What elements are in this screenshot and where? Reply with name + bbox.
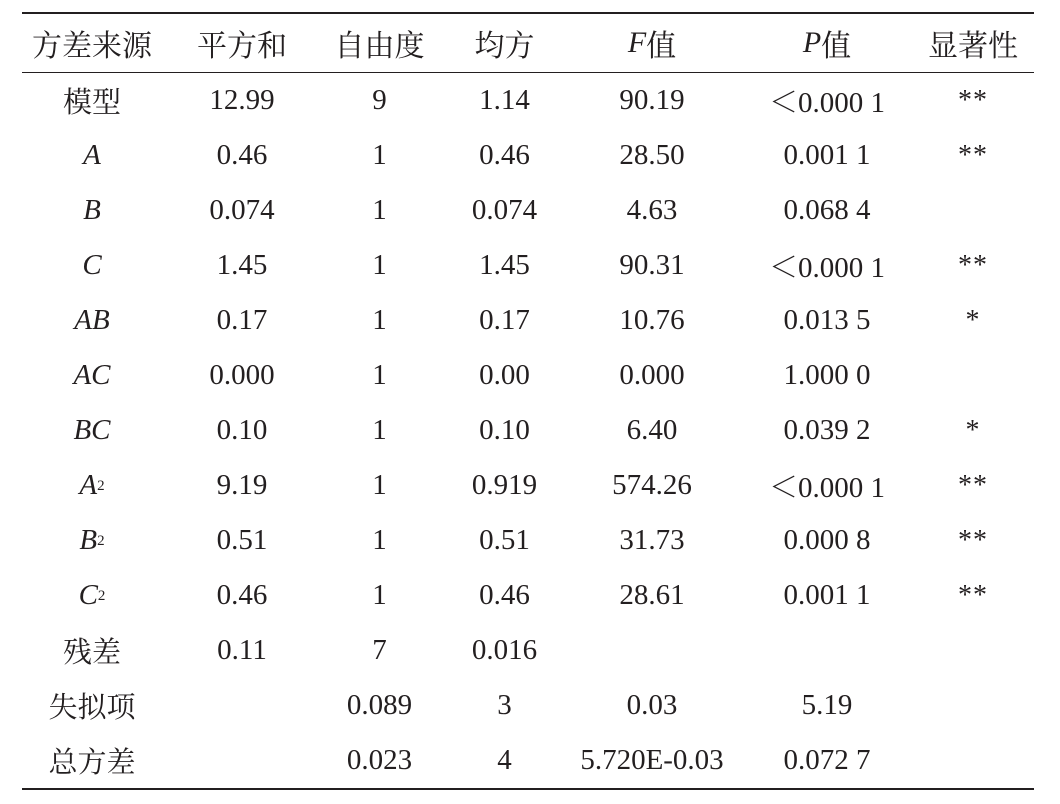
row-df: 1 <box>372 469 387 501</box>
row-source: AB <box>74 304 110 336</box>
row-sum-of-squares: 0.46 <box>216 139 268 171</box>
bottom-rule <box>22 788 1034 790</box>
row-significance: ** <box>958 524 988 556</box>
row-df: 1 <box>372 139 387 171</box>
row-source-symbol: A <box>79 469 98 501</box>
header-f-symbol: F <box>627 25 647 59</box>
row-mean-square: 0.074 <box>471 194 538 226</box>
row-f-value: 28.50 <box>619 139 685 171</box>
row-sum-of-squares: 0.46 <box>216 579 268 611</box>
row-source: C <box>82 249 102 281</box>
row-significance: ** <box>958 84 988 116</box>
row-source-symbol: B <box>79 524 98 556</box>
header-f-suffix: 值 <box>646 29 677 63</box>
row-p-value: 0.001 1 <box>783 579 871 611</box>
row-df: 1 <box>372 524 387 556</box>
row-source: C 2 <box>78 579 106 611</box>
row-mean-square: 0.016 <box>471 634 538 666</box>
table-row <box>22 348 1034 403</box>
row-p-value: 1.000 0 <box>783 359 871 391</box>
row-sum-of-squares: 0.000 <box>209 359 275 391</box>
row-df: 9 <box>372 84 387 116</box>
row-significance <box>912 348 1034 403</box>
row-p-value: 0.001 1 <box>783 139 871 171</box>
row-df: 1 <box>372 414 387 446</box>
row-f-value: 574.26 <box>612 469 692 501</box>
row-f-value: 31.73 <box>619 524 685 556</box>
row-source: B <box>83 194 101 226</box>
table-row <box>22 403 1034 458</box>
table-row <box>22 623 1034 678</box>
row-mean-square: 4 <box>497 744 512 776</box>
table-row <box>22 733 1034 788</box>
row-significance <box>912 678 1034 733</box>
row-df: 1 <box>372 304 387 336</box>
row-f-value: 0.03 <box>626 689 678 721</box>
row-source: BC <box>73 414 111 446</box>
table-row <box>22 293 1034 348</box>
row-f-value: 0.000 <box>619 359 685 391</box>
header-sum-of-squares: 平方和 <box>197 29 287 63</box>
row-df: 0.089 <box>346 689 413 721</box>
table-row <box>22 73 1034 128</box>
row-df: 1 <box>372 579 387 611</box>
row-mean-square: 1.14 <box>479 84 530 116</box>
row-source: 失拟项 <box>48 692 136 724</box>
row-sum-of-squares: 12.99 <box>209 84 275 116</box>
row-sum-of-squares: 0.11 <box>217 634 267 666</box>
header-source: 方差来源 <box>32 29 152 63</box>
row-mean-square: 0.00 <box>479 359 530 391</box>
table-row <box>22 513 1034 568</box>
row-p-value: ＜0.000 1 <box>768 472 885 504</box>
row-source: 残差 <box>62 637 121 669</box>
row-f-value: 28.61 <box>619 579 685 611</box>
row-p-value: ＜0.000 1 <box>768 252 885 284</box>
row-significance: ** <box>958 249 988 281</box>
header-mean-square: 均方 <box>474 29 535 63</box>
row-source-symbol: C <box>78 579 98 611</box>
row-source: 模型 <box>62 87 121 119</box>
row-df: 7 <box>372 634 387 666</box>
row-mean-square: 3 <box>497 689 512 721</box>
row-f-value: 6.40 <box>626 414 678 446</box>
row-p-value <box>742 623 912 678</box>
row-sum-of-squares: 1.45 <box>216 249 268 281</box>
row-df: 1 <box>372 359 387 391</box>
row-sum-of-squares <box>172 733 312 788</box>
row-p-value: 0.068 4 <box>783 194 871 226</box>
header-degrees-of-freedom: 自由度 <box>334 29 425 63</box>
row-f-value <box>562 623 742 678</box>
row-mean-square: 0.46 <box>479 579 530 611</box>
row-sum-of-squares: 0.10 <box>216 414 268 446</box>
row-df: 0.023 <box>346 744 413 776</box>
row-mean-square: 0.10 <box>479 414 530 446</box>
row-f-value: 10.76 <box>619 304 685 336</box>
row-significance: ** <box>958 139 988 171</box>
row-f-value: 90.19 <box>619 84 685 116</box>
table-row <box>22 128 1034 183</box>
row-df: 1 <box>372 194 387 226</box>
row-df: 1 <box>372 249 387 281</box>
row-significance <box>912 733 1034 788</box>
header-f-value <box>562 15 742 70</box>
header-p-value <box>742 15 912 70</box>
row-p-value: 0.000 8 <box>783 524 871 556</box>
row-source: A 2 <box>79 469 105 501</box>
row-sum-of-squares: 0.074 <box>209 194 275 226</box>
header-row <box>22 15 1034 70</box>
row-f-value: 5.720E-0.03 <box>580 744 724 776</box>
row-p-value: 0.072 7 <box>783 744 871 776</box>
row-significance: ** <box>958 469 988 501</box>
row-significance: * <box>965 304 981 336</box>
row-significance <box>912 623 1034 678</box>
row-p-value: 0.039 2 <box>783 414 871 446</box>
row-p-value: 0.013 5 <box>783 304 871 336</box>
row-mean-square: 0.919 <box>471 469 538 501</box>
table-row <box>22 238 1034 293</box>
row-mean-square: 0.17 <box>479 304 530 336</box>
table-row <box>22 678 1034 733</box>
row-significance <box>912 183 1034 238</box>
row-mean-square: 1.45 <box>479 249 530 281</box>
row-source: B 2 <box>79 524 105 556</box>
table-row <box>22 458 1034 513</box>
row-source: A <box>83 139 101 171</box>
row-source: 总方差 <box>48 747 136 779</box>
header-p-suffix: 值 <box>821 29 852 63</box>
row-source: AC <box>73 359 111 391</box>
row-sum-of-squares: 0.17 <box>216 304 268 336</box>
row-sum-of-squares: 9.19 <box>216 469 268 501</box>
row-mean-square: 0.51 <box>479 524 530 556</box>
table-row <box>22 183 1034 238</box>
header-p-symbol: P <box>802 25 822 59</box>
row-mean-square: 0.46 <box>479 139 530 171</box>
row-sum-of-squares: 0.51 <box>216 524 268 556</box>
top-rule <box>22 12 1034 14</box>
row-p-value: 5.19 <box>801 689 853 721</box>
row-f-value: 4.63 <box>626 194 678 226</box>
row-p-value: ＜0.000 1 <box>768 87 885 119</box>
row-f-value: 90.31 <box>619 249 685 281</box>
table-row <box>22 568 1034 623</box>
header-significance: 显著性 <box>928 29 1018 63</box>
row-sum-of-squares <box>172 678 312 733</box>
row-significance: ** <box>958 579 988 611</box>
row-significance: * <box>965 414 981 446</box>
